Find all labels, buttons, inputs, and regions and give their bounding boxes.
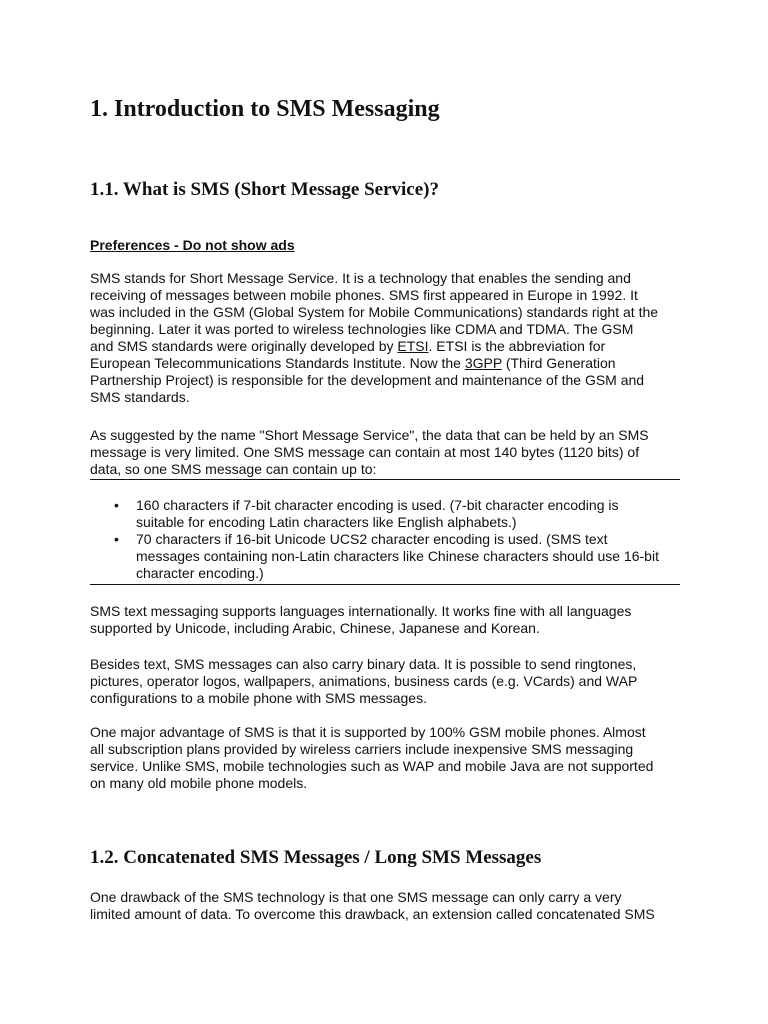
text-line: Partnership Project) is responsible for the development and maintenance of the GSM and bbox=[90, 372, 645, 388]
text-line: was included in the GSM (Global System for Mobile Communications) standards right at the bbox=[90, 304, 659, 320]
page-title: 1. Introduction to SMS Messaging bbox=[90, 96, 440, 122]
preferences-link[interactable]: Preferences - Do not show ads bbox=[90, 237, 295, 253]
text-line: pictures, operator logos, wallpapers, animations, business cards (e.g. VCards) and WAP bbox=[90, 673, 638, 689]
etsi-link[interactable]: ETSI bbox=[397, 338, 429, 354]
list-item bbox=[90, 497, 690, 531]
text-line: message is very limited. One SMS message can contain at most 140 bytes (1120 bits) of bbox=[90, 444, 640, 460]
paragraph-advantage bbox=[90, 724, 690, 792]
text-fragment: . ETSI is the abbreviation for bbox=[428, 338, 606, 354]
text-line: 160 characters if 7-bit character encoding is used. (7-bit character encoding is bbox=[136, 497, 619, 513]
text-fragment: and SMS standards were originally developed by bbox=[90, 338, 398, 354]
text-line: receiving of messages between mobile phones. SMS first appeared in Europe in 1992. It bbox=[90, 287, 638, 303]
character-limits-list bbox=[90, 497, 690, 582]
text-fragment: (Third Generation bbox=[501, 355, 616, 371]
text-line: SMS stands for Short Message Service. It is a technology that enables the sending and bbox=[90, 270, 631, 286]
text-line: As suggested by the name "Short Message Service", the data that can be held by an SMS bbox=[90, 427, 649, 443]
text-line: suitable for encoding Latin characters like English alphabets.) bbox=[136, 514, 517, 530]
text-line: SMS standards. bbox=[90, 389, 190, 405]
paragraph-binary-data bbox=[90, 656, 690, 707]
text-line: beginning. Later it was ported to wireless technologies like CDMA and TDMA. The GSM bbox=[90, 321, 634, 337]
text-line: limited amount of data. To overcome this drawback, an extension called concatenated SMS bbox=[90, 906, 655, 922]
text-line: supported by Unicode, including Arabic, Chinese, Japanese and Korean. bbox=[90, 620, 540, 636]
text-line bbox=[90, 338, 690, 355]
text-line bbox=[90, 355, 690, 372]
paragraph-concatenated bbox=[90, 889, 690, 923]
divider-bottom bbox=[90, 584, 680, 585]
bullet-icon: • bbox=[114, 497, 119, 513]
text-line: 70 characters if 16-bit Unicode UCS2 character encoding is used. (SMS text bbox=[136, 531, 608, 547]
text-line: all subscription plans provided by wireless carriers include inexpensive SMS messaging bbox=[90, 741, 634, 757]
paragraph-languages bbox=[90, 603, 690, 637]
list-item bbox=[90, 531, 690, 582]
bullet-icon: • bbox=[114, 531, 119, 547]
paragraph-sms-intro bbox=[90, 270, 690, 406]
text-line: service. Unlike SMS, mobile technologies such as WAP and mobile Java are not supported bbox=[90, 758, 654, 774]
paragraph-data-limit bbox=[90, 427, 690, 478]
text-line: configurations to a mobile phone with SMS messages. bbox=[90, 690, 427, 706]
text-line: One major advantage of SMS is that it is supported by 100% GSM mobile phones. Almost bbox=[90, 724, 646, 740]
text-line: character encoding.) bbox=[136, 565, 264, 581]
divider-top bbox=[90, 479, 680, 480]
section-heading-1-1: 1.1. What is SMS (Short Message Service)? bbox=[90, 179, 440, 200]
section-heading-1-2: 1.2. Concatenated SMS Messages / Long SMS Messages bbox=[90, 847, 542, 868]
3gpp-link[interactable]: 3GPP bbox=[464, 355, 502, 371]
text-line: messages containing non-Latin characters like Chinese characters should use 16-bit bbox=[136, 548, 659, 564]
text-line: SMS text messaging supports languages internationally. It works fine with all languages bbox=[90, 603, 632, 619]
text-line: One drawback of the SMS technology is that one SMS message can only carry a very bbox=[90, 889, 622, 905]
text-line: on many old mobile phone models. bbox=[90, 775, 308, 791]
text-line: Besides text, SMS messages can also carry binary data. It is possible to send ringtones, bbox=[90, 656, 637, 672]
text-line: data, so one SMS message can contain up to: bbox=[90, 461, 377, 477]
text-fragment: European Telecommunications Standards Institute. Now the bbox=[90, 355, 465, 371]
